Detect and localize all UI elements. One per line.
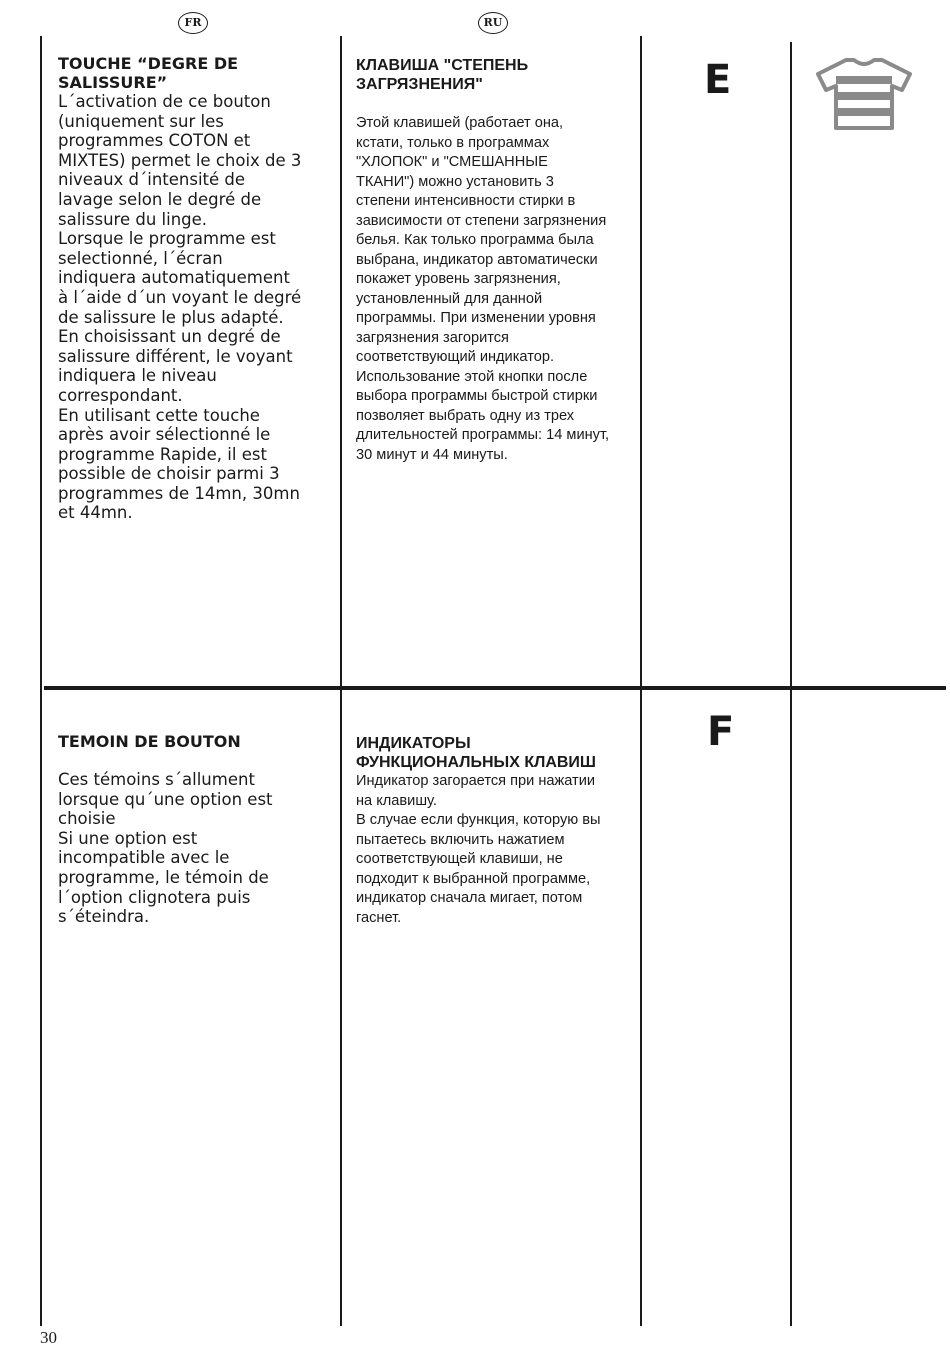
- section-f-fr-body: Ces témoins s´allument lorsque qu´une option est choisie Si une option est incompatible avec le programme, le témoin de l´option clignotera puis s´éteindra.: [58, 770, 273, 927]
- section-e-fr: [58, 54, 330, 523]
- language-badge-fr: FR: [178, 12, 208, 34]
- section-e-ru-body: Этой клавишей (работает она, кстати, только в программах "ХЛОПОК" и "СМЕШАННЫЕ ТКАНИ") можно установить 3 степени интенсивности стирки в зависимости от степени загрязнения белья. Как только программа была выбрана, индикатор автоматически покажет уровень загрязнения, установленный для данной программы. При изменении уровня загрязнения загорится соответствующий индикатор. Использование этой кнопки после выбора программы быстрой стирки позволяет выбрать одну из трех длительностей программы: 14 минут, 30 минут и 44 минуты.: [356, 115, 610, 463]
- shirt-icon: [816, 56, 912, 132]
- section-e-fr-body: L´activation de ce bouton (uniquement sur les programmes COTON et MIXTES) permet le choix de 3 niveaux d´intensité de lavage selon le degré de salissure du linge. Lorsque le programme est selectionné, l´écran indiquera automatiquement à l´aide d´un voyant le degré de salissure le plus adapté. En choisissant un degré de salissure différent, le voyant indiquera le niveau correspondant. En utilisant cette touche après avoir sélectionné le programme Rapide, il est possible de choisir parmi 3 programmes de 14mn, 30mn et 44mn.: [58, 92, 302, 523]
- section-e-fr-heading: TOUCHE “DEGRE DE SALISSURE”: [58, 54, 239, 92]
- column-divider: [640, 36, 642, 1326]
- section-f-ru-body: Индикатор загорается при нажатии на клавишу. В случае если функция, которую вы пытаетесь включить нажатием соответствующей клавиши, не подходит к выбранной программе, индикатор сначала мигает, потом гаснет.: [356, 773, 601, 926]
- section-f-ru: [356, 734, 634, 928]
- column-divider: [40, 36, 42, 1326]
- section-e-ru: [356, 56, 634, 465]
- section-divider: [44, 686, 946, 690]
- page-number: 30: [40, 1328, 57, 1347]
- section-f-letter: F: [707, 709, 735, 755]
- section-e-letter: E: [704, 57, 732, 103]
- section-e-ru-heading: КЛАВИША "СТЕПЕНЬ ЗАГРЯЗНЕНИЯ": [356, 57, 529, 93]
- section-f-fr: [58, 732, 330, 927]
- column-divider: [790, 42, 792, 1326]
- section-f-fr-heading: TEMOIN DE BOUTON: [58, 732, 241, 751]
- column-divider: [340, 36, 342, 1326]
- section-f-ru-heading: ИНДИКАТОРЫ ФУНКЦИОНАЛЬНЫХ КЛАВИШ: [356, 735, 596, 771]
- language-badge-ru: RU: [478, 12, 508, 34]
